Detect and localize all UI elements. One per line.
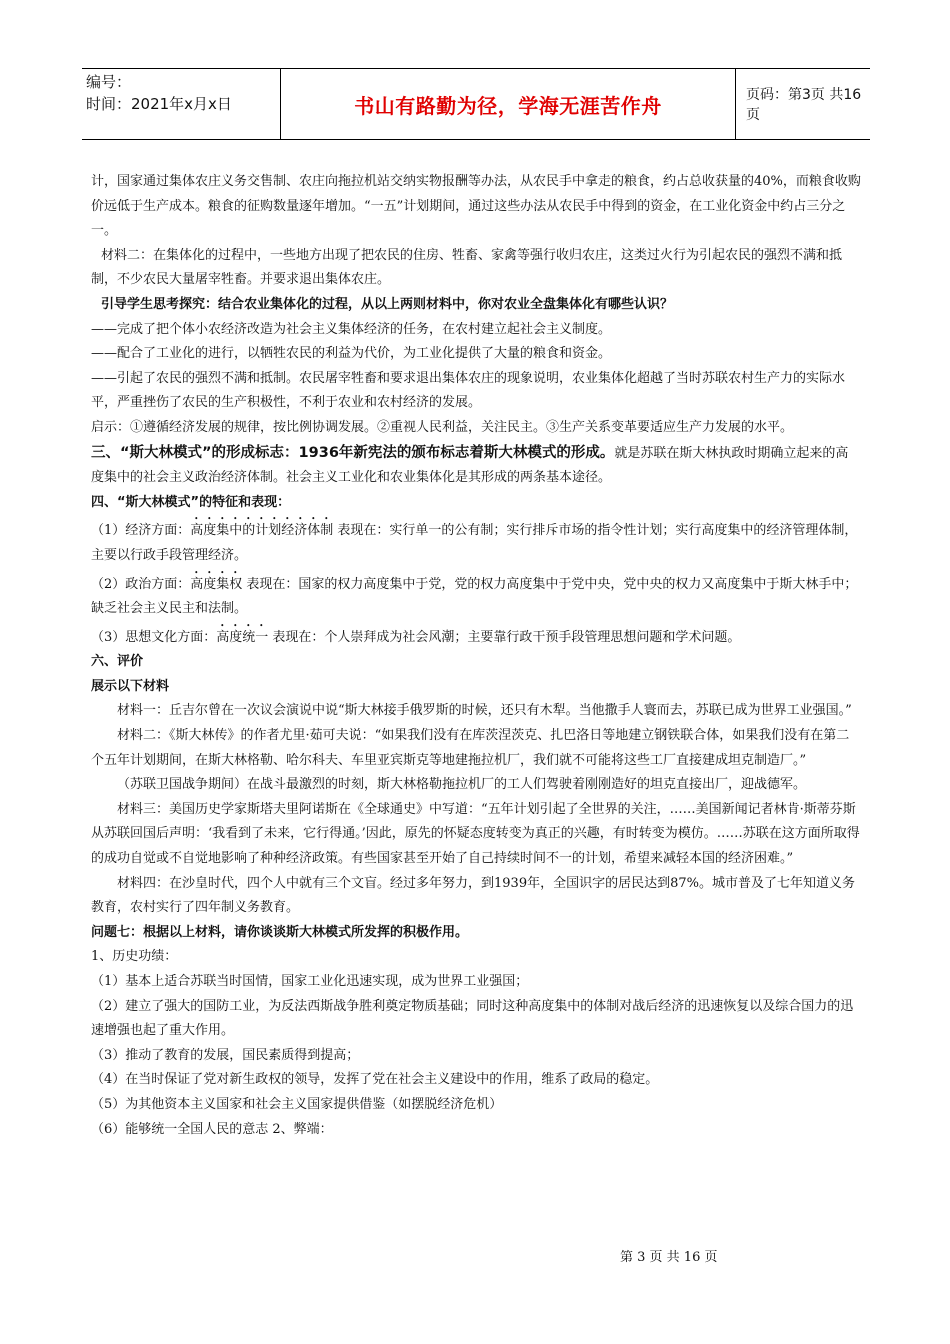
paragraph (91, 622, 861, 651)
page-header (82, 68, 870, 140)
item-label: （3）思想文化方面： (91, 629, 217, 645)
paragraph: 1、历史功绩： (91, 949, 178, 965)
item-key: 高度集权 (190, 576, 243, 592)
paragraph: ——配合了工业化的进行，以牺牲农民的利益为代价，为工业化提供了大量的粮食和资金。 (91, 346, 612, 362)
section-heading: 六、评价 (91, 654, 144, 670)
paragraph: 材料一：丘吉尔曾在一次议会演说中说“斯大林接手俄罗斯的时候，还只有木犁。当他撒手人寰而去，苏联已成为世界工业强国。” (117, 703, 852, 719)
paragraph: ——引起了农民的强烈不满和抵制。农民屠宰牲畜和要求退出集体农庄的现象说明，农业集体化超越了当时苏联农村生产力的实际水平，严重挫伤了农民的生产积极性，不利于农业和农村经济的发展。 (91, 370, 846, 411)
motto: 书山有路勤为径，学海无涯苦作舟 (354, 93, 662, 118)
question-heading: 引导学生思考探究：结合农业集体化的过程，从以上两则材料中，你对农业全盘集体化有哪些认识？ (101, 296, 674, 312)
paragraph: （2）建立了强大的国防工业，为反法西斯战争胜利奠定物质基础；同时这种高度集中的体制对战后经济的迅速恢复以及综合国力的迅速增强也起了重大作用。 (91, 998, 854, 1039)
paragraph: ——完成了把个体小农经济改造为社会主义集体经济的任务，在农村建立起社会主义制度。 (91, 321, 612, 337)
header-motto-cell (280, 69, 736, 139)
paragraph (91, 569, 861, 622)
header-meta (82, 69, 280, 139)
page-footer: 第 3 页 共 16 页 (620, 1250, 718, 1265)
paragraph: 材料三：美国历史学家斯塔夫里阿诺斯在《全球通史》中写道：“五年计划引起了全世界的关注，……美国新闻记者林肯·斯蒂芬斯从苏联回国后声明：‘我看到了未来，它行得通。’因此，原先的怀疑态度转变为真正的兴趣，有时转变为模仿。……苏联在这方面所取得的成功自觉或不自觉地影响了种种经济政策。有些国家甚至开始了自己持续时间不一的计划，希望来减轻本国的经济困难。” (91, 801, 860, 867)
paragraph: （6）能够统一全国人民的意志 2、弊端： (91, 1121, 333, 1137)
number-label: 编号： (86, 73, 132, 91)
section-heading: 展示以下材料 (91, 678, 170, 694)
header-page-cell (736, 69, 870, 139)
paragraph: （苏联卫国战争期间）在战斗最激烈的时刻，斯大林格勒拖拉机厂的工人们驾驶着刚刚造好的坦克直接出厂，迎战德军。 (117, 777, 807, 793)
item-key: 高度统一 (216, 629, 269, 645)
paragraph: 材料四：在沙皇时代，四个人中就有三个文盲。经过多年努力，到1939年，全国识字的居民达到87%。城市普及了七年知道义务教育，农村实行了四年制义务教育。 (91, 875, 855, 916)
section-text: 就是苏联在斯大林执政时期确立起来的高度集中的社会主义政治经济体制。社会主义工业化和农业集体化是其形成的两条基本途径。 (91, 445, 849, 486)
paragraph: 计，国家通过集体农庄义务交售制、农庄向拖拉机站交纳实物报酬等办法，从农民手中拿走的粮食，约占总收获量的40%，而粮食收购价远低于生产成本。粮食的征购数量逐年增加。“一五”计划期间，通过这些办法从农民手中得到的资金，在工业化资金中约占三分之一。 (91, 174, 861, 239)
date-label: 时间：2021年x月x日 (86, 95, 232, 113)
paragraph: （3）推动了教育的发展，国民素质得到提高； (91, 1047, 360, 1063)
item-label: （1）经济方面： (91, 523, 191, 539)
paragraph: 材料二：《斯大林传》的作者尤里·茹可夫说：“如果我们没有在库茨涅茨克、扎巴洛日等地建立钢铁联合体，如果我们没有在第二个五年计划期间，在斯大林格勒、哈尔科夫、车里亚宾斯克等地建拖拉机厂，我们就不可能将这些工厂直接建成坦克制造厂。” (91, 728, 850, 768)
page-label: 页码：第3页 共16页 (746, 87, 862, 123)
question-heading: 问题七：根据以上材料，请你谈谈斯大林模式所发挥的积极作用。 (91, 924, 469, 940)
paragraph (91, 515, 861, 568)
item-text: 表现在：国家的权力高度集中于党，党的权力高度集中于党中央，党中央的权力又高度集中于斯大林手中；缺乏社会主义民主和法制。 (91, 576, 858, 617)
section-heading: 四、“斯大林模式”的特征和表现： (91, 494, 291, 510)
item-text: 表现在：实行单一的公有制；实行排斥市场的指令性计划；实行高度集中的经济管理体制，主要以行政手段管理经济。 (91, 523, 858, 563)
paragraph: 启示：①遵循经济发展的规律，按比例协调发展。②重视人民利益，关注民主。③生产关系变革要适应生产力发展的水平。 (91, 419, 794, 435)
paragraph (91, 441, 861, 491)
document-body (91, 170, 861, 1142)
section-heading: 三、“斯大林模式”的形成标志：1936年新宪法的颁布标志着斯大林模式的形成。 (91, 444, 615, 461)
paragraph: （1）基本上适合苏联当时国情，国家工业化迅速实现，成为世界工业强国； (91, 974, 529, 989)
paragraph: （5）为其他资本主义国家和社会主义国家提供借鉴（如摆脱经济危机） (91, 1096, 503, 1112)
paragraph: （4）在当时保证了党对新生政权的领导，发挥了党在社会主义建设中的作用，维系了政局的稳定。 (91, 1072, 659, 1088)
paragraph: 材料二：在集体化的过程中，一些地方出现了把农民的住房、牲畜、家禽等强行收归农庄，这类过火行为引起农民的强烈不满和抵制，不少农民大量屠宰牲畜。并要求退出集体农庄。 (91, 247, 843, 288)
item-label: （2）政治方面： (91, 576, 191, 592)
item-text: 表现在：个人崇拜成为社会风潮；主要靠行政干预手段管理思想问题和学术问题。 (268, 629, 741, 645)
item-key: 高度集中的计划经济体制 (190, 523, 334, 539)
